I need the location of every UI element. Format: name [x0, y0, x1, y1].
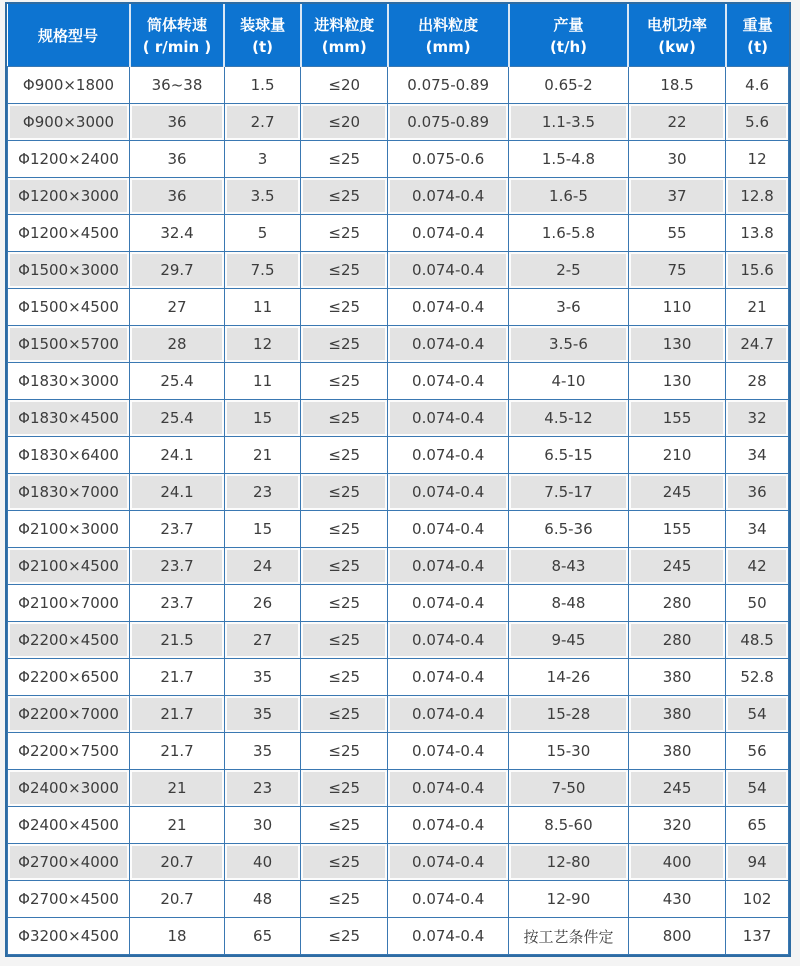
table-cell: 15 [224, 400, 300, 437]
model-cell: Φ1830×4500 [8, 400, 130, 437]
table-cell: 21.5 [130, 622, 225, 659]
table-cell: 245 [628, 548, 725, 585]
column-header-0 [8, 4, 130, 67]
table-cell: 27 [224, 622, 300, 659]
table-cell: 36 [130, 141, 225, 178]
table-cell: 0.074-0.4 [388, 400, 509, 437]
table-row [8, 918, 789, 955]
table-cell: 25.4 [130, 363, 225, 400]
table-cell: 7.5 [224, 252, 300, 289]
table-cell: ≤25 [301, 844, 388, 881]
table-cell: 23 [224, 770, 300, 807]
table-cell: 5.6 [726, 104, 789, 141]
table-cell: 380 [628, 659, 725, 696]
table-cell: 3-6 [509, 289, 629, 326]
header-line2: (kw) [658, 38, 696, 56]
table-cell: ≤25 [301, 252, 388, 289]
table-row [8, 585, 789, 622]
table-cell: 14-26 [509, 659, 629, 696]
header-line2: (t) [747, 38, 769, 56]
table-cell: 380 [628, 696, 725, 733]
model-cell: Φ1200×2400 [8, 141, 130, 178]
table-cell: 400 [628, 844, 725, 881]
table-cell: 0.074-0.4 [388, 770, 509, 807]
table-cell: 11 [224, 363, 300, 400]
model-cell: Φ1830×7000 [8, 474, 130, 511]
table-cell: ≤25 [301, 659, 388, 696]
table-cell: ≤25 [301, 807, 388, 844]
table-cell: 24.1 [130, 474, 225, 511]
model-cell: Φ3200×4500 [8, 918, 130, 955]
table-row [8, 548, 789, 585]
table-cell: 18.5 [628, 67, 725, 104]
table-cell: ≤25 [301, 400, 388, 437]
table-row [8, 733, 789, 770]
table-cell: 8.5-60 [509, 807, 629, 844]
table-cell: 0.074-0.4 [388, 215, 509, 252]
table-cell: 36~38 [130, 67, 225, 104]
table-row [8, 67, 789, 104]
table-cell: 1.1-3.5 [509, 104, 629, 141]
model-cell: Φ2100×3000 [8, 511, 130, 548]
table-cell: 280 [628, 585, 725, 622]
model-cell: Φ2200×4500 [8, 622, 130, 659]
table-cell: 0.074-0.4 [388, 807, 509, 844]
table-row [8, 474, 789, 511]
header-line1: 进料粒度 [314, 16, 375, 34]
table-cell: 18 [130, 918, 225, 955]
header-line1: 重量 [742, 16, 773, 34]
table-cell: 50 [726, 585, 789, 622]
model-cell: Φ2200×7000 [8, 696, 130, 733]
table-cell: 34 [726, 511, 789, 548]
table-cell: 2.7 [224, 104, 300, 141]
table-cell: 15-30 [509, 733, 629, 770]
table-cell: 25.4 [130, 400, 225, 437]
table-row [8, 215, 789, 252]
table-row [8, 807, 789, 844]
table-cell: ≤25 [301, 585, 388, 622]
table-cell: 56 [726, 733, 789, 770]
table-cell: 0.075-0.6 [388, 141, 509, 178]
table-cell: 12.8 [726, 178, 789, 215]
table-cell: 0.075-0.89 [388, 67, 509, 104]
table-cell: 1.6-5 [509, 178, 629, 215]
table-cell: 0.074-0.4 [388, 881, 509, 918]
table-cell: 6.5-15 [509, 437, 629, 474]
table-row [8, 178, 789, 215]
table-cell: 8-48 [509, 585, 629, 622]
table-cell: 4.5-12 [509, 400, 629, 437]
table-cell: 0.074-0.4 [388, 659, 509, 696]
table-cell: 12-80 [509, 844, 629, 881]
table-cell: 32.4 [130, 215, 225, 252]
table-cell: 28 [726, 363, 789, 400]
table-cell: 0.074-0.4 [388, 844, 509, 881]
model-cell: Φ2400×4500 [8, 807, 130, 844]
table-cell: ≤25 [301, 511, 388, 548]
table-cell: 3.5 [224, 178, 300, 215]
table-cell: 65 [224, 918, 300, 955]
table-cell: 23 [224, 474, 300, 511]
table-cell: 54 [726, 770, 789, 807]
model-cell: Φ1500×5700 [8, 326, 130, 363]
table-cell: 21 [130, 770, 225, 807]
table-cell: 29.7 [130, 252, 225, 289]
table-cell: 800 [628, 918, 725, 955]
table-row [8, 511, 789, 548]
table-cell: 15 [224, 511, 300, 548]
table-cell: 2-5 [509, 252, 629, 289]
table-cell: 24.1 [130, 437, 225, 474]
table-cell: 430 [628, 881, 725, 918]
table-cell: 13.8 [726, 215, 789, 252]
table-cell: 3 [224, 141, 300, 178]
header-row [8, 4, 789, 67]
table-cell: 245 [628, 474, 725, 511]
header-line2: ( r/min ) [142, 38, 212, 56]
table-cell: 75 [628, 252, 725, 289]
table-cell: 110 [628, 289, 725, 326]
column-header-7 [726, 4, 789, 67]
table-cell: 94 [726, 844, 789, 881]
spec-table [7, 4, 789, 955]
header-line1: 出料粒度 [418, 16, 479, 34]
table-cell: 40 [224, 844, 300, 881]
table-cell: 15-28 [509, 696, 629, 733]
model-cell: Φ2100×4500 [8, 548, 130, 585]
table-cell: ≤25 [301, 215, 388, 252]
table-cell: 0.074-0.4 [388, 733, 509, 770]
table-cell: 21.7 [130, 696, 225, 733]
table-cell: 23.7 [130, 585, 225, 622]
table-cell: 12 [224, 326, 300, 363]
table-cell: 30 [224, 807, 300, 844]
table-cell: 48.5 [726, 622, 789, 659]
header-line1: 规格型号 [38, 26, 99, 45]
table-cell: 137 [726, 918, 789, 955]
model-cell: Φ2100×7000 [8, 585, 130, 622]
table-row [8, 400, 789, 437]
table-cell: ≤25 [301, 918, 388, 955]
table-row [8, 696, 789, 733]
header-line1: 筒体转速 [147, 16, 208, 34]
table-cell: 34 [726, 437, 789, 474]
table-cell: 0.074-0.4 [388, 474, 509, 511]
model-cell: Φ1200×3000 [8, 178, 130, 215]
table-cell: 0.074-0.4 [388, 289, 509, 326]
model-cell: Φ900×1800 [8, 67, 130, 104]
header-line2: (t/h) [549, 38, 587, 56]
table-cell: 35 [224, 696, 300, 733]
table-cell: ≤25 [301, 881, 388, 918]
table-cell: ≤25 [301, 770, 388, 807]
column-header-3 [301, 4, 388, 67]
model-cell: Φ1500×3000 [8, 252, 130, 289]
table-row [8, 141, 789, 178]
table-cell: 36 [130, 104, 225, 141]
table-cell: 65 [726, 807, 789, 844]
table-cell: 155 [628, 400, 725, 437]
model-cell: Φ2200×7500 [8, 733, 130, 770]
table-cell: 52.8 [726, 659, 789, 696]
header-line2: (t) [252, 38, 274, 56]
table-cell: 24.7 [726, 326, 789, 363]
table-cell: 11 [224, 289, 300, 326]
table-cell: 54 [726, 696, 789, 733]
table-row [8, 622, 789, 659]
table-cell: 0.074-0.4 [388, 363, 509, 400]
table-cell: ≤25 [301, 696, 388, 733]
table-cell: 0.074-0.4 [388, 918, 509, 955]
table-cell: 0.074-0.4 [388, 437, 509, 474]
table-cell: 155 [628, 511, 725, 548]
table-cell: 280 [628, 622, 725, 659]
table-row [8, 437, 789, 474]
table-body [8, 67, 789, 955]
table-cell: ≤25 [301, 474, 388, 511]
table-cell: 0.074-0.4 [388, 178, 509, 215]
column-header-4 [388, 4, 509, 67]
table-cell: 55 [628, 215, 725, 252]
table-cell: 245 [628, 770, 725, 807]
table-cell: 21 [224, 437, 300, 474]
column-header-1 [130, 4, 225, 67]
model-cell: Φ1200×4500 [8, 215, 130, 252]
table-cell: ≤20 [301, 104, 388, 141]
table-cell: 6.5-36 [509, 511, 629, 548]
table-cell: 26 [224, 585, 300, 622]
model-cell: Φ2700×4500 [8, 881, 130, 918]
table-cell: 27 [130, 289, 225, 326]
table-cell: ≤25 [301, 622, 388, 659]
table-cell: 28 [130, 326, 225, 363]
table-cell: 0.074-0.4 [388, 585, 509, 622]
table-cell: ≤25 [301, 363, 388, 400]
table-cell: 36 [726, 474, 789, 511]
table-cell: 4-10 [509, 363, 629, 400]
table-cell: 210 [628, 437, 725, 474]
table-cell: 15.6 [726, 252, 789, 289]
table-row [8, 881, 789, 918]
table-row [8, 289, 789, 326]
table-cell: ≤25 [301, 141, 388, 178]
table-cell: 1.5-4.8 [509, 141, 629, 178]
table-cell: 12 [726, 141, 789, 178]
table-row [8, 770, 789, 807]
table-cell: 21 [130, 807, 225, 844]
table-row [8, 326, 789, 363]
table-cell: 9-45 [509, 622, 629, 659]
table-cell: 23.7 [130, 548, 225, 585]
table-cell: 0.074-0.4 [388, 326, 509, 363]
table-cell: 21.7 [130, 659, 225, 696]
model-cell: Φ1500×4500 [8, 289, 130, 326]
table-row [8, 659, 789, 696]
table-cell: ≤25 [301, 733, 388, 770]
column-header-5 [509, 4, 629, 67]
table-header [8, 4, 789, 67]
table-row [8, 363, 789, 400]
table-cell: 48 [224, 881, 300, 918]
table-cell: 4.6 [726, 67, 789, 104]
table-cell: ≤25 [301, 326, 388, 363]
table-cell: 按工艺条件定 [509, 918, 629, 955]
table-cell: ≤25 [301, 548, 388, 585]
table-cell: 42 [726, 548, 789, 585]
table-cell: 21.7 [130, 733, 225, 770]
table-cell: 5 [224, 215, 300, 252]
spec-table-container [5, 2, 791, 957]
table-cell: 0.075-0.89 [388, 104, 509, 141]
header-line2: (mm) [425, 38, 471, 56]
table-row [8, 252, 789, 289]
table-row [8, 104, 789, 141]
table-cell: 8-43 [509, 548, 629, 585]
table-cell: 1.6-5.8 [509, 215, 629, 252]
table-cell: 24 [224, 548, 300, 585]
table-cell: 130 [628, 363, 725, 400]
header-line1: 装球量 [240, 16, 286, 34]
column-header-6 [628, 4, 725, 67]
header-line2: (mm) [321, 38, 367, 56]
table-cell: 0.074-0.4 [388, 252, 509, 289]
table-cell: 37 [628, 178, 725, 215]
table-cell: 3.5-6 [509, 326, 629, 363]
table-cell: 0.074-0.4 [388, 696, 509, 733]
table-cell: 35 [224, 659, 300, 696]
model-cell: Φ1830×3000 [8, 363, 130, 400]
column-header-2 [224, 4, 300, 67]
table-cell: 320 [628, 807, 725, 844]
header-line1: 电机功率 [647, 16, 708, 34]
table-cell: 32 [726, 400, 789, 437]
table-cell: ≤20 [301, 67, 388, 104]
table-cell: ≤25 [301, 437, 388, 474]
table-cell: 20.7 [130, 844, 225, 881]
model-cell: Φ1830×6400 [8, 437, 130, 474]
table-cell: 102 [726, 881, 789, 918]
table-cell: 12-90 [509, 881, 629, 918]
header-line1: 产量 [553, 16, 584, 34]
table-cell: 21 [726, 289, 789, 326]
table-cell: 7.5-17 [509, 474, 629, 511]
table-cell: 36 [130, 178, 225, 215]
table-cell: 30 [628, 141, 725, 178]
table-cell: 380 [628, 733, 725, 770]
table-cell: 7-50 [509, 770, 629, 807]
model-cell: Φ2200×6500 [8, 659, 130, 696]
model-cell: Φ2400×3000 [8, 770, 130, 807]
table-cell: 0.074-0.4 [388, 548, 509, 585]
table-row [8, 844, 789, 881]
table-cell: 35 [224, 733, 300, 770]
table-cell: 1.5 [224, 67, 300, 104]
table-cell: 23.7 [130, 511, 225, 548]
table-cell: ≤25 [301, 289, 388, 326]
model-cell: Φ900×3000 [8, 104, 130, 141]
table-cell: ≤25 [301, 178, 388, 215]
table-cell: 0.65-2 [509, 67, 629, 104]
table-cell: 0.074-0.4 [388, 511, 509, 548]
table-cell: 0.074-0.4 [388, 622, 509, 659]
table-cell: 20.7 [130, 881, 225, 918]
table-cell: 22 [628, 104, 725, 141]
table-cell: 130 [628, 326, 725, 363]
model-cell: Φ2700×4000 [8, 844, 130, 881]
